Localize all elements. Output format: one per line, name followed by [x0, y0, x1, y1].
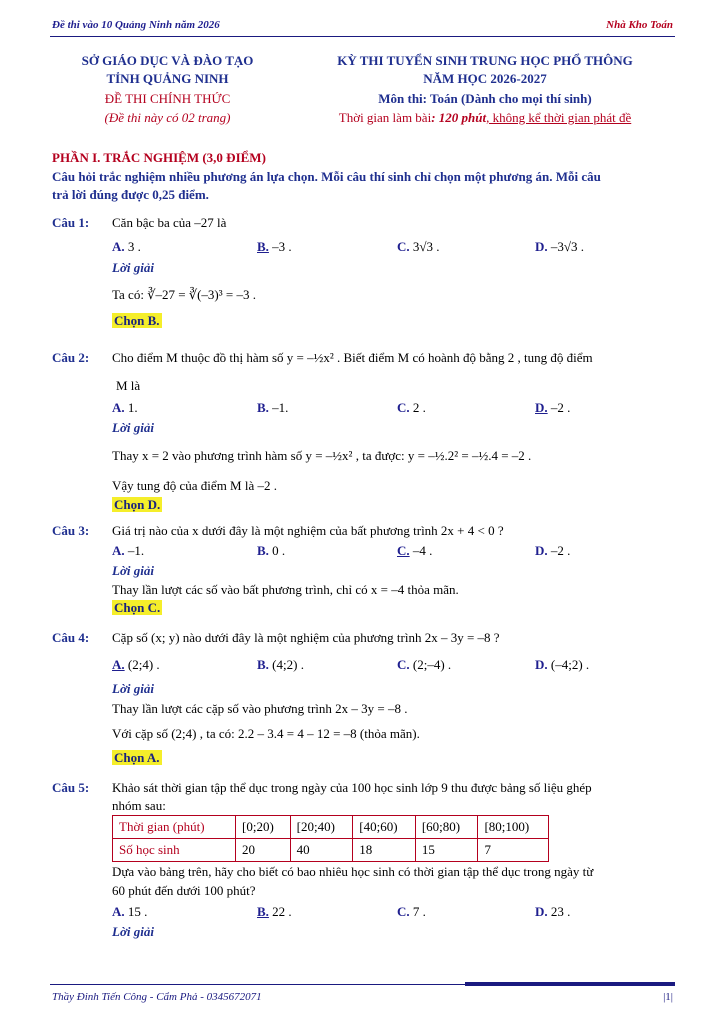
q3-text: Giá trị nào của x dưới đây là một nghiệm của bất phương trình 2x + 4 < 0 ?: [112, 523, 504, 538]
header-right: Nhà Kho Toán: [606, 19, 673, 31]
table-cell: Số học sinh: [113, 839, 236, 862]
table-cell: 18: [353, 839, 416, 862]
subject: Môn thi: Toán (Dành cho mọi thí sinh): [378, 91, 592, 106]
q3-answer: Chọn C.: [114, 600, 161, 615]
q2-label: Câu 2:: [52, 350, 90, 365]
q3-label: Câu 3:: [52, 523, 90, 538]
exam-duration: Thời gian làm bài: 120 phút, không kể thời gian phát đề: [338, 110, 632, 125]
q5-option-d: D. 23 .: [535, 904, 571, 919]
q1-solution-label: Lời giải: [112, 260, 155, 275]
q4-option-b: B. (4;2) .: [257, 657, 304, 672]
official-label: ĐỀ THI CHÍNH THỨC: [104, 91, 231, 106]
q1-option-c: C. 3√3 .: [397, 239, 440, 254]
q5-option-a: A. 15 .: [112, 904, 148, 919]
q1-option-a: A. 3 .: [112, 239, 141, 254]
q3-option-a: A. –1.: [112, 543, 145, 558]
section-instructions-1: Câu hỏi trắc nghiệm nhiều phương án lựa chọn. Mỗi câu thí sinh chỉ chọn một phương án. Mỗi câu: [52, 169, 601, 184]
q4-label: Câu 4:: [52, 630, 90, 645]
q5-text-3: Dựa vào bảng trên, hãy cho biết có bao nhiêu học sinh có thời gian tập thể dục trong ngày từ: [112, 864, 594, 879]
header-left: Đề thi vào 10 Quảng Ninh năm 2026: [52, 19, 220, 31]
q3-option-d: D. –2 .: [535, 543, 571, 558]
table-cell: [40;60): [353, 816, 416, 839]
q1-answer: Chọn B.: [114, 313, 160, 328]
q3-solution-label: Lời giải: [112, 563, 155, 578]
q2-text: Cho điểm M thuộc đồ thị hàm số y = –½x² . Biết điểm M có hoành độ bằng 2 , tung độ điểm: [112, 350, 593, 365]
q4-solution-2: Với cặp số (2;4) , ta có: 2.2 – 3.4 = 4 – 12 = –8 (thỏa mãn).: [112, 726, 420, 741]
q2-text-cont: M là: [116, 378, 141, 393]
section-title: PHẦN I. TRẮC NGHIỆM (3,0 ĐIỂM): [52, 150, 266, 165]
table-cell: 7: [478, 839, 549, 862]
q5-text-2: nhóm sau:: [112, 798, 166, 813]
q4-option-c: C. (2;–4) .: [397, 657, 452, 672]
q5-option-c: C. 7 .: [397, 904, 426, 919]
table-cell: [0;20): [236, 816, 291, 839]
footer-author: Thầy Đinh Tiến Công - Cẩm Phả - 0345672071: [52, 991, 262, 1003]
dept-name: SỞ GIÁO DỤC VÀ ĐÀO TẠO: [81, 53, 254, 68]
page-count: (Đề thi này có 02 trang): [104, 110, 231, 125]
province-name: TỈNH QUẢNG NINH: [106, 71, 229, 86]
q2-option-b: B. –1.: [257, 400, 289, 415]
q4-solution-label: Lời giải: [112, 681, 155, 696]
q2-option-c: C. 2 .: [397, 400, 426, 415]
page-number: |1|: [663, 991, 673, 1003]
q2-solution-2: Vậy tung độ của điểm M là –2 .: [112, 478, 277, 493]
q1-solution: Ta có: ∛–27 = ∛(–3)³ = –3 .: [112, 287, 256, 302]
table-cell: [20;40): [290, 816, 353, 839]
exam-title: KỲ THI TUYỂN SINH TRUNG HỌC PHỔ THÔNG: [337, 53, 633, 68]
table-cell: [80;100): [478, 816, 549, 839]
q3-solution: Thay lần lượt các số vào bất phương trình, chỉ có x = –4 thỏa mãn.: [112, 582, 459, 597]
q4-option-a: A. (2;4) .: [112, 657, 160, 672]
q4-text: Cặp số (x; y) nào dưới đây là một nghiệm của phương trình 2x – 3y = –8 ?: [112, 630, 500, 645]
q4-option-d: D. (–4;2) .: [535, 657, 590, 672]
table-row: [113, 816, 549, 839]
q2-answer: Chọn D.: [114, 497, 161, 512]
table-cell: [60;80): [415, 816, 478, 839]
header-rule: [50, 36, 675, 37]
table-cell: 15: [415, 839, 478, 862]
table-row: [113, 839, 549, 862]
q2-solution-label: Lời giải: [112, 420, 155, 435]
table-cell: 20: [236, 839, 291, 862]
q1-option-b: B. –3 .: [257, 239, 292, 254]
q2-option-d: D. –2 .: [535, 400, 571, 415]
school-year: NĂM HỌC 2026-2027: [423, 71, 547, 86]
q2-option-a: A. 1.: [112, 400, 138, 415]
table-cell: 40: [290, 839, 353, 862]
q1-text: Căn bậc ba của –27 là: [112, 215, 227, 230]
q1-option-d: D. –3√3 .: [535, 239, 585, 254]
q5-option-b: B. 22 .: [257, 904, 292, 919]
q4-answer: Chọn A.: [114, 750, 160, 765]
q4-solution-1: Thay lần lượt các cặp số vào phương trình 2x – 3y = –8 .: [112, 701, 408, 716]
q5-label: Câu 5:: [52, 780, 90, 795]
table-cell: Thời gian (phút): [113, 816, 236, 839]
footer-accent-bar: [465, 982, 675, 986]
q5-solution-label: Lời giải: [112, 924, 155, 939]
q2-solution-1: Thay x = 2 vào phương trình hàm số y = –½x² , ta được: y = –½.2² = –½.4 = –2 .: [112, 448, 532, 463]
q1-label: Câu 1:: [52, 215, 90, 230]
q5-text-4: 60 phút đến dưới 100 phút?: [112, 883, 256, 898]
frequency-table: [112, 815, 549, 862]
q3-option-c: C. –4 .: [397, 543, 433, 558]
q3-option-b: B. 0 .: [257, 543, 286, 558]
section-instructions-2: trả lời đúng được 0,25 điểm.: [52, 187, 209, 202]
q5-text-1: Khảo sát thời gian tập thể dục trong ngày của 100 học sinh lớp 9 thu được bảng số liệu ghép: [112, 780, 592, 795]
